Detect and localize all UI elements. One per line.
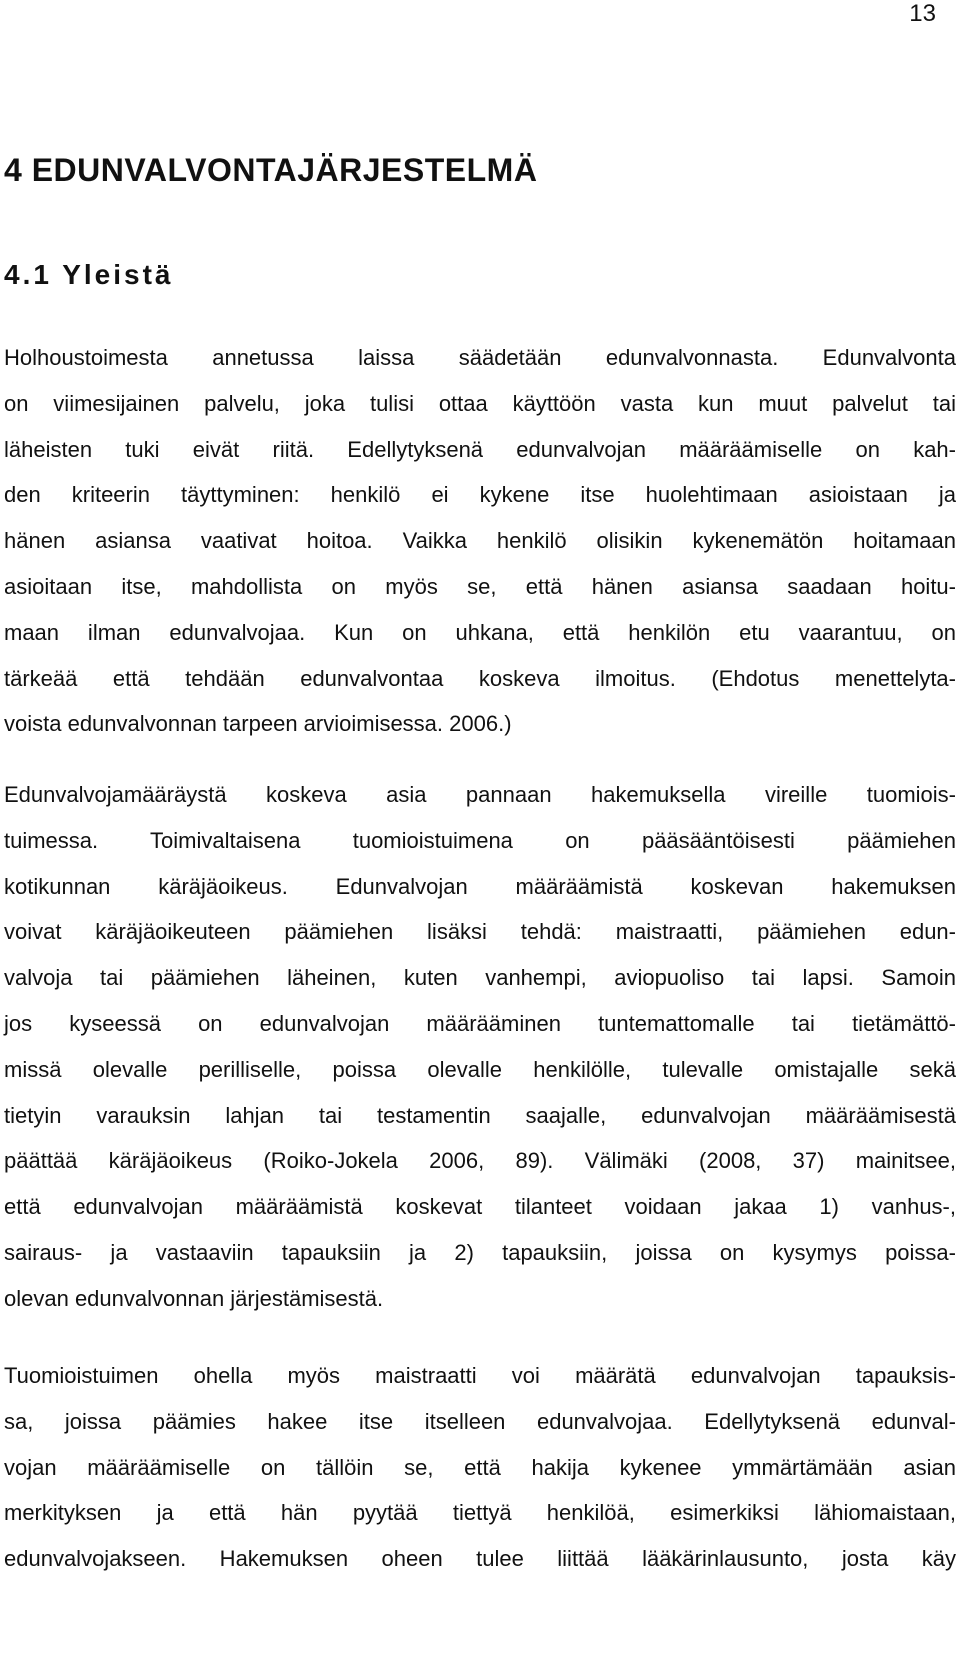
paragraph-2 xyxy=(4,772,956,1322)
text-line: voivat käräjäoikeuteen päämiehen lisäksi tehdä: maistraatti, päämiehen edun- xyxy=(4,919,956,945)
text-line: sairaus- ja vastaaviin tapauksiin ja 2) tapauksiin, joissa on kysymys poissa- xyxy=(4,1239,956,1265)
text-line: on viimesijainen palvelu, joka tulisi ottaa käyttöön vasta kun muut palvelut tai xyxy=(4,390,956,416)
text-line: jos kyseessä on edunvalvojan määrääminen tuntemattomalle tai tietämättö- xyxy=(4,1010,956,1036)
text-line: läheisten tuki eivät riitä. Edellytyksenä edunvalvojan määräämiselle on kah- xyxy=(4,436,956,462)
text-line: hänen asiansa vaativat hoitoa. Vaikka henkilö olisikin kykenemätön hoitamaan xyxy=(4,528,956,554)
paragraph-1 xyxy=(4,335,956,747)
text-line: vojan määräämiselle on tällöin se, että hakija kykenee ymmärtämään asian xyxy=(4,1454,956,1480)
text-line: Holhoustoimesta annetussa laissa säädetään edunvalvonnasta. Edunvalvonta xyxy=(4,345,956,370)
text-line: että edunvalvojan määräämistä koskevat tilanteet voidaan jakaa 1) vanhus-, xyxy=(4,1194,956,1220)
text-line: sa, joissa päämies hakee itse itselleen edunvalvojaa. Edellytyksenä edunval- xyxy=(4,1408,956,1434)
text-line: den kriteerin täyttyminen: henkilö ei kykene itse huolehtimaan asioistaan ja xyxy=(4,482,956,508)
text-line: maan ilman edunvalvojaa. Kun on uhkana, että henkilön etu vaarantuu, on xyxy=(4,619,956,645)
text-line: edunvalvojakseen. Hakemuksen oheen tulee liittää lääkärinlausunto, josta käy xyxy=(4,1546,956,1572)
chapter-title: 4 EDUNVALVONTAJÄRJESTELMÄ xyxy=(4,152,538,188)
page-number: 13 xyxy=(909,0,936,27)
text-line: tuimessa. Toimivaltaisena tuomioistuimena on pääsääntöisesti päämiehen xyxy=(4,827,956,853)
text-line: olevan edunvalvonnan järjestämisestä. xyxy=(4,1285,384,1311)
text-line: tietyin varauksin lahjan tai testamentin saajalle, edunvalvojan määräämisestä xyxy=(4,1102,956,1128)
text-line: missä olevalle perilliselle, poissa olevalle henkilölle, tulevalle omistajalle sekä xyxy=(4,1056,956,1082)
text-line: Tuomioistuimen ohella myös maistraatti voi määrätä edunvalvojan tapauksis- xyxy=(4,1363,956,1388)
section-title: 4.1 Yleistä xyxy=(4,259,174,290)
text-line: voista edunvalvonnan tarpeen arvioimisessa. 2006.) xyxy=(4,711,512,737)
text-line: tärkeää että tehdään edunvalvontaa koskeva ilmoitus. (Ehdotus menettelyta- xyxy=(4,665,956,691)
paragraph-3 xyxy=(4,1353,956,1582)
text-line: kotikunnan käräjäoikeus. Edunvalvojan määräämistä koskevan hakemuksen xyxy=(4,873,956,899)
text-line: valvoja tai päämiehen läheinen, kuten vanhempi, aviopuoliso tai lapsi. Samoin xyxy=(4,965,956,991)
text-line: päättää käräjäoikeus (Roiko-Jokela 2006, 89). Välimäki (2008, 37) mainitsee, xyxy=(4,1148,956,1174)
text-line: asioitaan itse, mahdollista on myös se, että hänen asiansa saadaan hoitu- xyxy=(4,573,956,599)
text-line: merkityksen ja että hän pyytää tiettyä henkilöä, esimerkiksi lähiomaistaan, xyxy=(4,1500,956,1526)
text-line: Edunvalvojamääräystä koskeva asia pannaan hakemuksella vireille tuomiois- xyxy=(4,782,956,807)
